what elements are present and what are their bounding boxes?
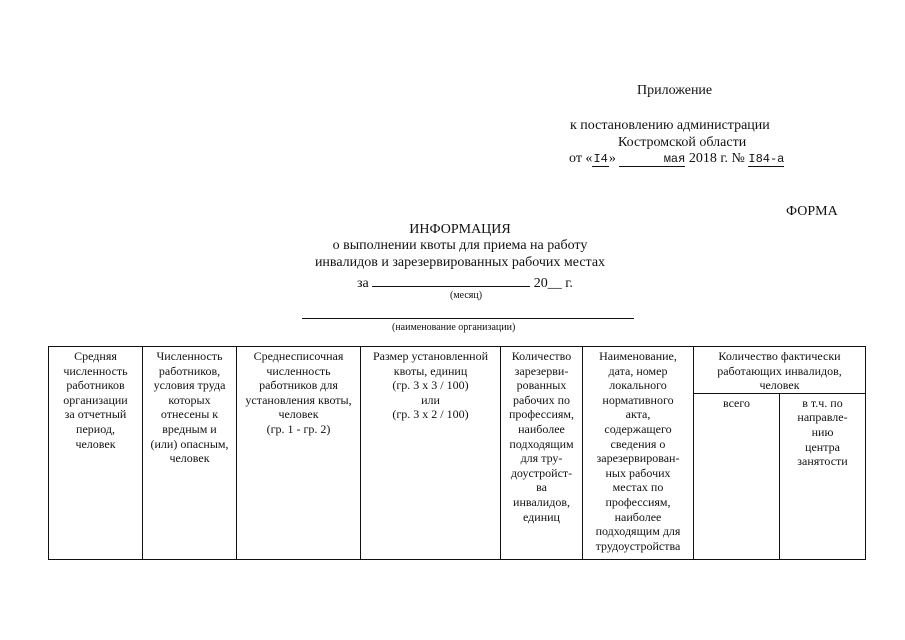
org-caption: (наименование организации) [392, 322, 516, 333]
quota-table [48, 346, 866, 560]
month-blank [372, 272, 530, 287]
period-prefix: за [357, 276, 369, 291]
month-caption: (месяц) [450, 290, 483, 301]
col-avg-headcount: Средняя численность работников организации за отчетный период, человек [49, 347, 143, 560]
doc-subtitle-1: о выполнении квоты для приема на работу [332, 238, 588, 253]
period-year: 20__ г. [533, 276, 573, 291]
col-employed-total: всего [694, 393, 780, 559]
decree-number: I84-а [748, 152, 785, 166]
appendix-date-line [569, 151, 784, 167]
date-month: мая [619, 152, 685, 167]
col-employed-via-center: в т.ч. по направле- нию центра занятости [780, 393, 866, 559]
col-quota-base-headcount: Среднесписочная численность работников для установления квоты, человек (гр. 1 - гр. 2) [237, 347, 361, 560]
doc-title: ИНФОРМАЦИЯ [409, 222, 511, 237]
date-year: 2018 г. № [688, 151, 745, 166]
form-label: ФОРМА [786, 204, 838, 219]
period-line [357, 272, 573, 292]
doc-subtitle-2: инвалидов и зарезервированных рабочих местах [314, 255, 606, 270]
date-prefix: от « [569, 151, 593, 166]
col-employed-disabled: Количество фактически работающих инвалидов, человек [694, 347, 866, 394]
col-hazardous-workers: Численность работников, условия труда которых отнесены к вредным и (или) опасным, человек [143, 347, 237, 560]
org-blank-line [302, 318, 634, 319]
col-local-act: Наименование, дата, номер локального нормативного акта, содержащего сведения о зарезервирован- ных рабочих местах по профессиям, наиболее подходящим для трудоустройства [583, 347, 694, 560]
date-day: I4 [593, 152, 608, 166]
date-mid: » [608, 151, 616, 166]
col-reserved-jobs: Количество зарезерви- рованных рабочих по профессиям, наиболее подходящим для тру- доустройст- ва инвалидов, единиц [501, 347, 583, 560]
appendix-title: Приложение [637, 83, 713, 98]
col-quota-size: Размер установленной квоты, единиц (гр. 3 х 3 / 100) или (гр. 3 х 2 / 100) [361, 347, 501, 560]
appendix-line-2: Костромской области [618, 135, 747, 150]
appendix-line-1: к постановлению администрации [570, 118, 770, 133]
